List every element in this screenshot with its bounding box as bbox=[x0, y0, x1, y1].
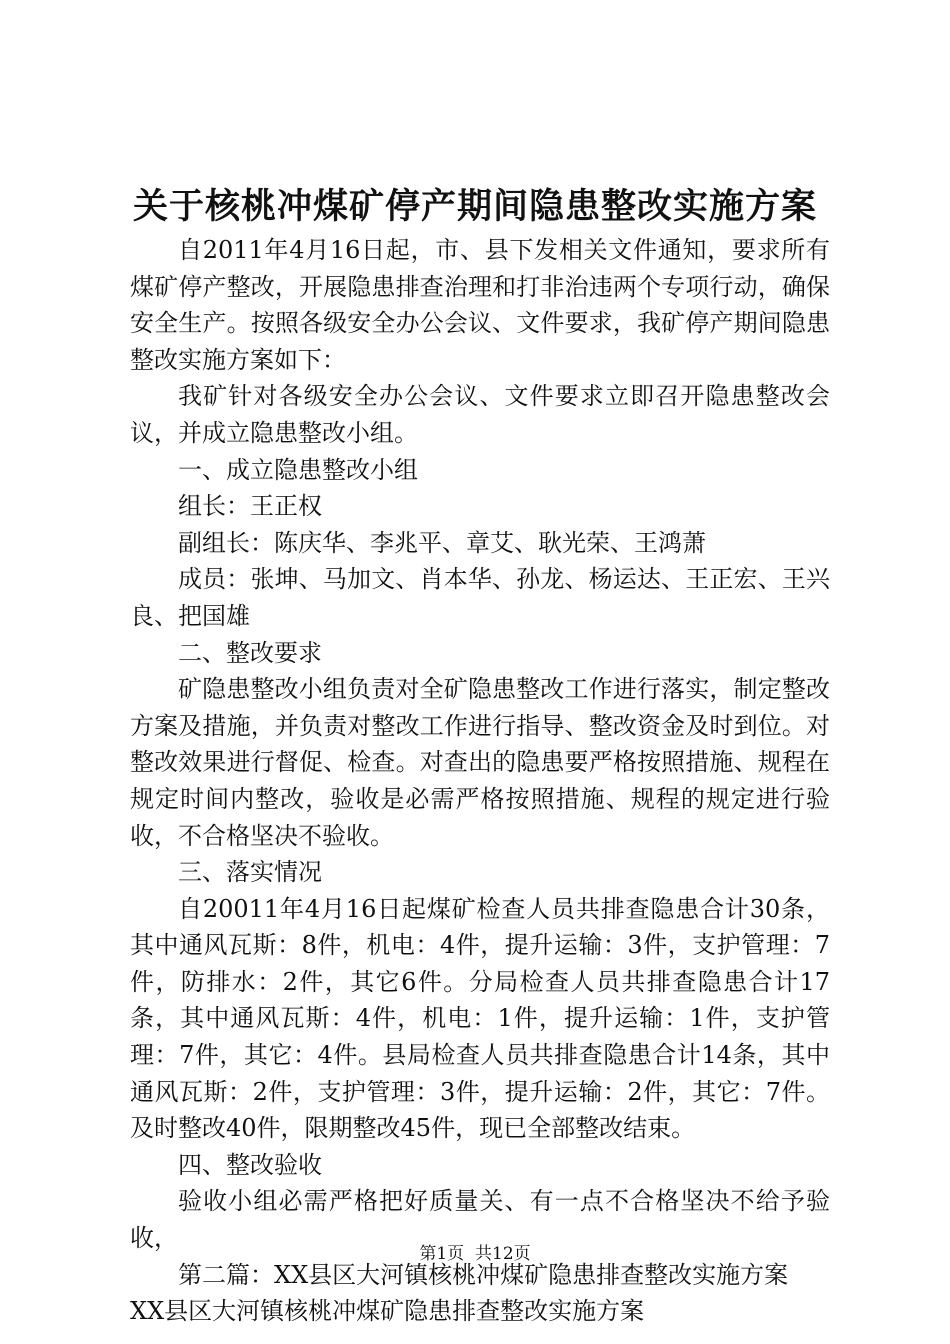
document-title: 关于核桃冲煤矿停产期间隐患整改实施方案 bbox=[132, 186, 817, 227]
paragraph: 自2011年4月16日起，市、县下发相关文件通知，要求所有煤矿停产整改，开展隐患排查治理和打非治违两个专项行动，确保安全生产。按照各级安全办公会议、文件要求，我矿停产期间隐患整改实施方案如下： bbox=[130, 236, 830, 374]
paragraph: XX县区大河镇核桃冲煤矿隐患排查整改实施方案 bbox=[130, 1297, 645, 1326]
paragraph: 我矿针对各级安全办公会议、文件要求立即召开隐患整改会议，并成立隐患整改小组。 bbox=[130, 382, 830, 447]
paragraph: 副组长：陈庆华、李兆平、章艾、耿光荣、王鸿萧 bbox=[178, 528, 706, 557]
section-heading: 一、成立隐患整改小组 bbox=[178, 455, 418, 484]
paragraph: 自20011年4月16日起煤矿检查人员共排查隐患合计30条，其中通风瓦斯：8件，机电：4件，提升运输：3件，支护管理：7件，防排水：2件，其它6件。分局检查人员共排查隐患合计17条，其中通风瓦斯：4件，机电：1件，提升运输：1件，支护管理：7件，其它：4件。县局检查人员共排查隐患合计14条，其中通风瓦斯：2件，支护管理：3件，提升运输：2件，其它：7件。及时整改40件，限期整改45件，现已全部整改结束。 bbox=[130, 894, 830, 1143]
paragraph: 第二篇：XX县区大河镇核桃冲煤矿隐患排查整改实施方案 bbox=[178, 1260, 789, 1289]
paragraph: 验收小组必需严格把好质量关、有一点不合格坚决不给予验收， bbox=[130, 1187, 830, 1253]
page-footer bbox=[0, 1242, 950, 1266]
document-body bbox=[130, 232, 830, 1330]
section-heading: 三、落实情况 bbox=[178, 858, 322, 887]
section-heading: 二、整改要求 bbox=[178, 638, 322, 667]
paragraph: 组长：王正权 bbox=[178, 492, 322, 521]
section-heading: 四、整改验收 bbox=[178, 1150, 322, 1179]
paragraph: 成员：张坤、马加文、肖本华、孙龙、杨运达、王正宏、王兴良、把国雄 bbox=[130, 565, 830, 630]
page-total: 共12页 bbox=[475, 1244, 531, 1264]
paragraph: 矿隐患整改小组负责对全矿隐患整改工作进行落实，制定整改方案及措施，并负责对整改工作进行指导、整改资金及时到位。对整改效果进行督促、检查。对查出的隐患要严格按照措施、规程在规定时间内整改，验收是必需严格按照措施、规程的规定进行验收，不合格坚决不验收。 bbox=[130, 675, 830, 850]
page-number: 第1页 bbox=[419, 1244, 465, 1264]
